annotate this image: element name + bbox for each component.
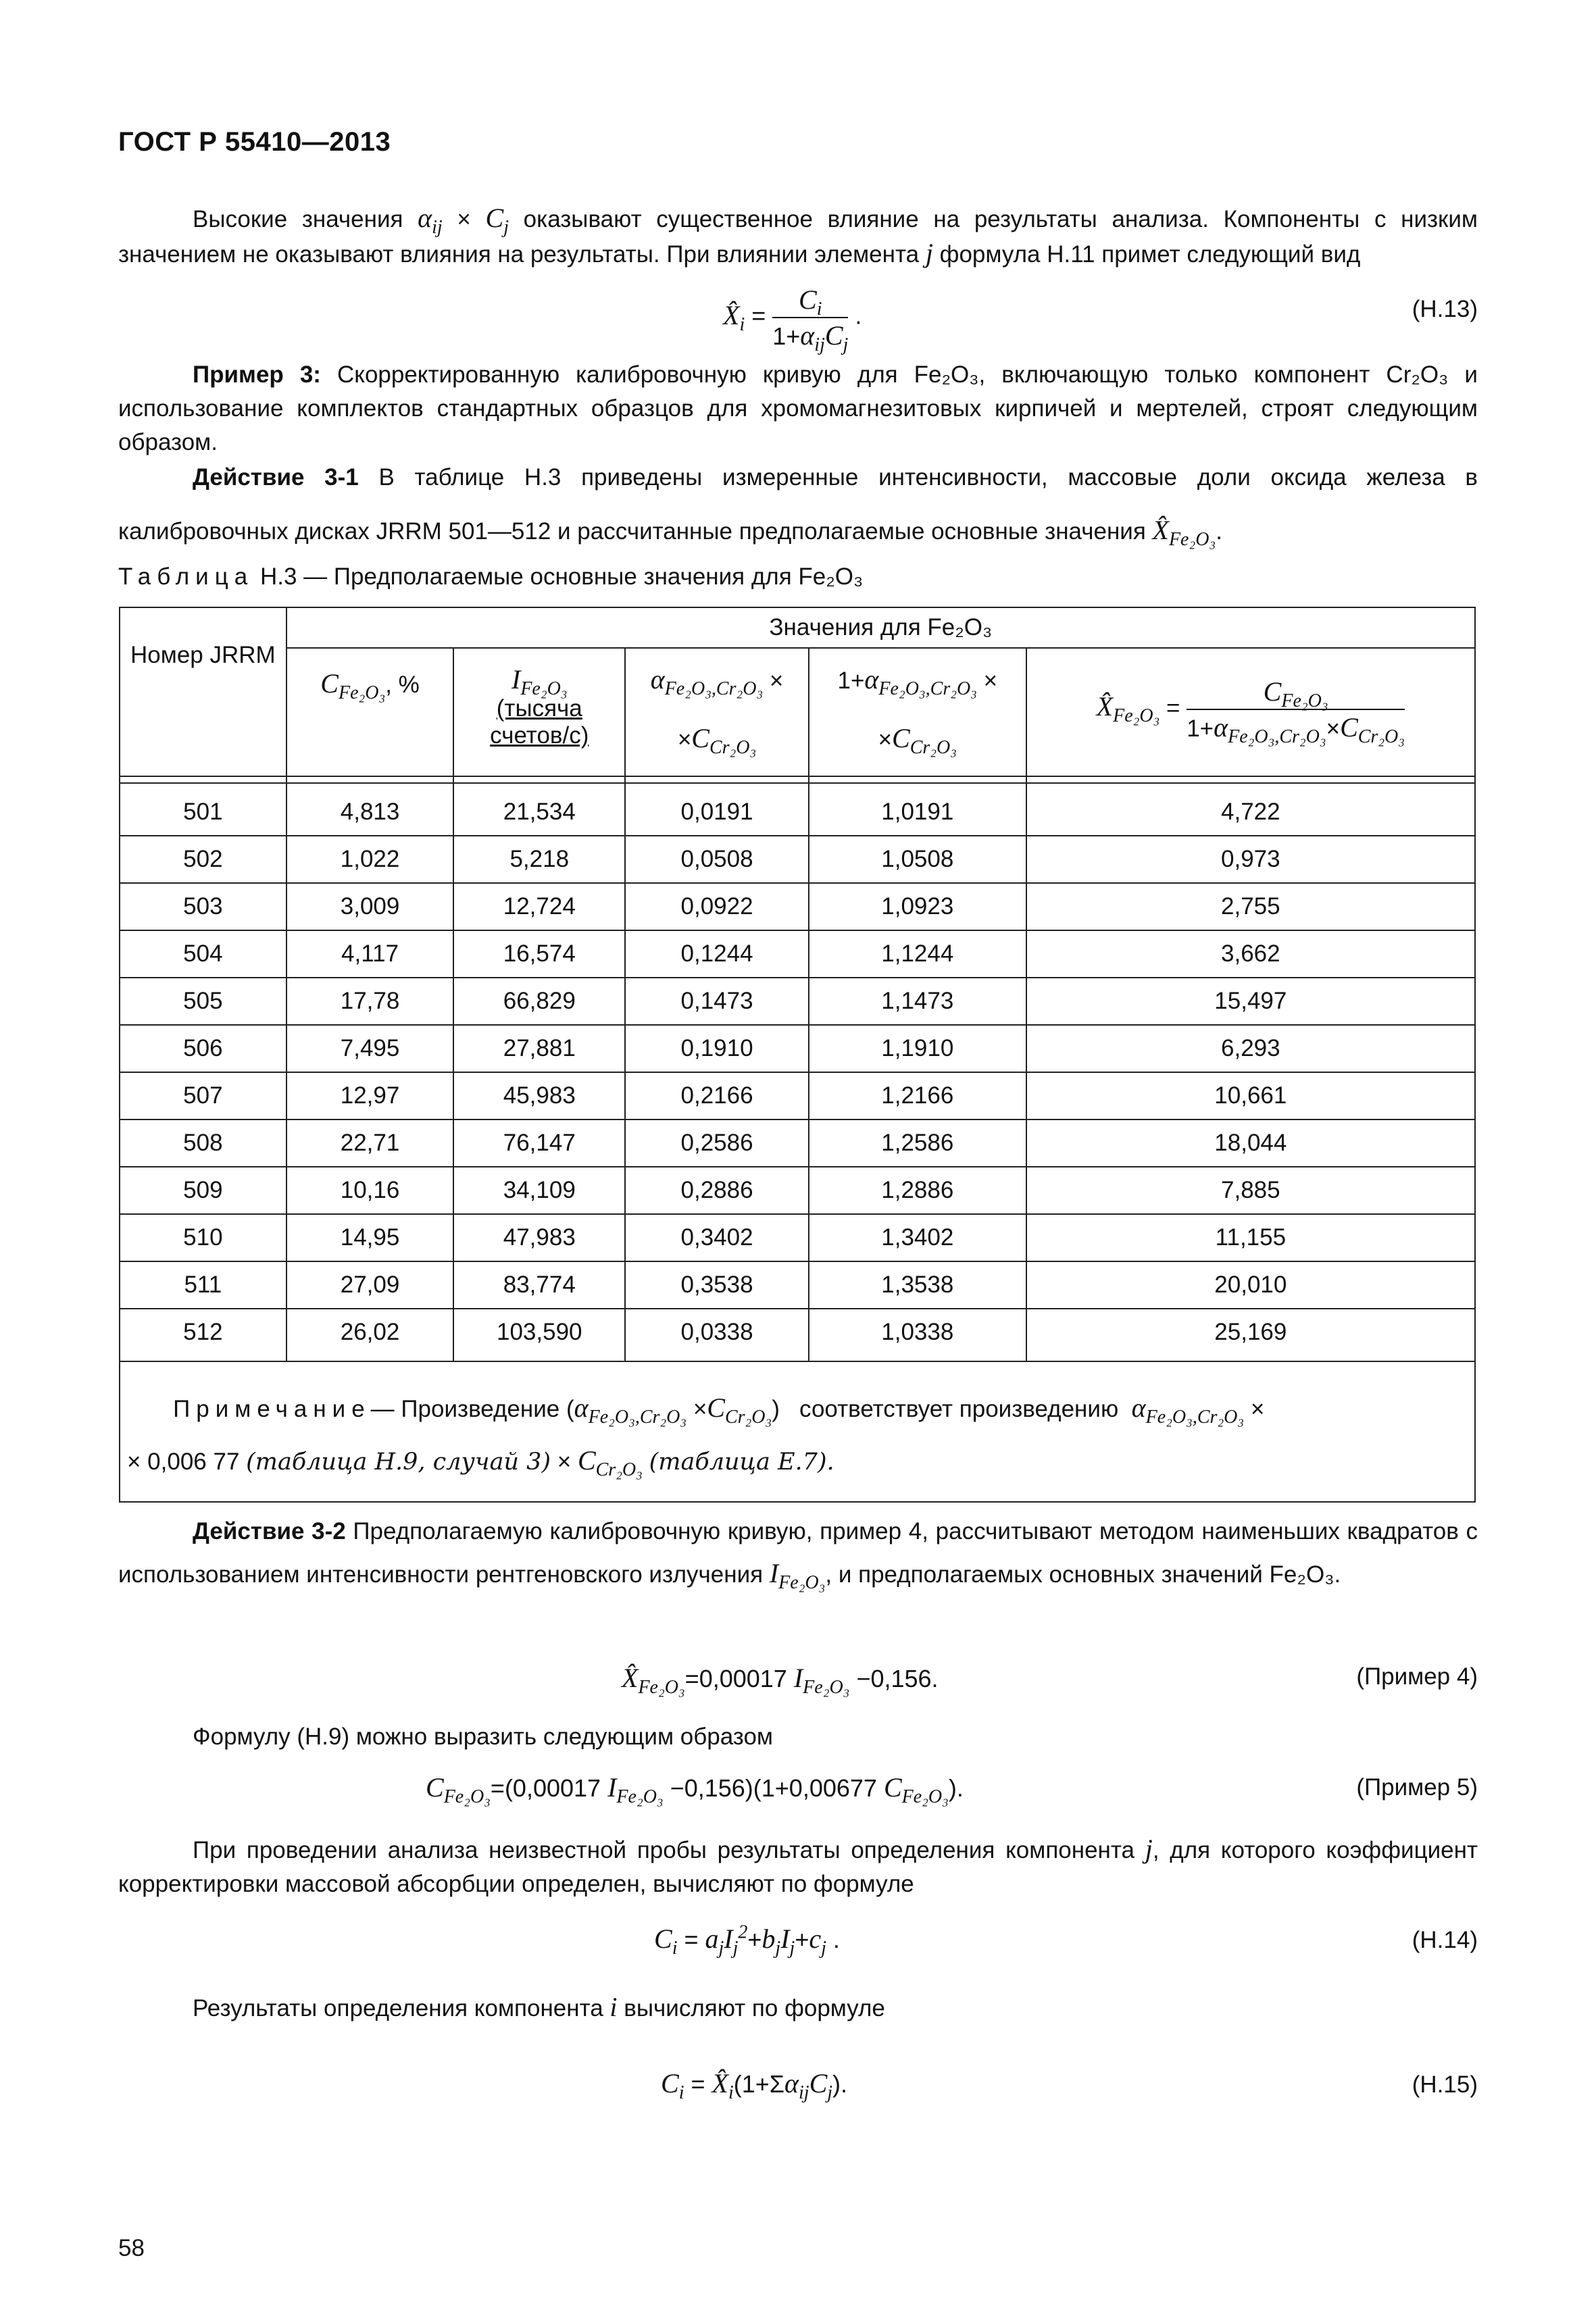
- cell-x-hat: 25,169: [1026, 1309, 1475, 1361]
- cell-c: 22,71: [286, 1120, 454, 1167]
- intro-text-a: Высокие значения: [193, 206, 403, 232]
- header-one-plus-alpha: $1+\alpha_{Fe_2O_3,Cr_2O_3}$ × $\times C_{Cr_2O_3}$: [809, 648, 1026, 776]
- header-c-fe2o3: $C_{Fe_2O_3}$, %: [286, 648, 454, 776]
- table-row: [120, 883, 1475, 930]
- table-row: [120, 1025, 1475, 1072]
- cell-c: 27,09: [286, 1261, 454, 1309]
- formula-example5-label: (Пример 5): [1356, 1774, 1478, 1801]
- cell-c: 1,022: [286, 836, 454, 883]
- cell-c: 4,813: [286, 783, 454, 836]
- cell-c: 3,009: [286, 883, 454, 930]
- cell-x-hat: 15,497: [1026, 978, 1475, 1025]
- ex5-a: =(0,00017: [490, 1774, 601, 1802]
- cell-jrrm: 504: [120, 930, 286, 978]
- cell-one-plus-alpha: 1,3402: [809, 1214, 1026, 1261]
- unknown-text-b: , для которого коэффициент корректировки массовой абсорбции определен, вычисляют по формуле: [118, 1837, 1478, 1897]
- cell-alpha: 0,0508: [625, 836, 809, 883]
- action32-paragraph: Действие 3-2 Предполагаемую калибровочную кривую, пример 4, рассчитывают методом наименьших квадратов с использованием интенсивности рентгеновского излучения $I_{Fe_2O_3}$, и предполагаемых основных значений Fe₂O₃.: [118, 1518, 1478, 1593]
- cell-i: 12,724: [453, 883, 625, 930]
- cell-alpha: 0,3402: [625, 1214, 809, 1261]
- cell-i: 5,218: [453, 836, 625, 883]
- table-caption: [118, 563, 863, 590]
- cell-alpha: 0,1910: [625, 1025, 809, 1072]
- cell-c: 10,16: [286, 1167, 454, 1214]
- cell-x-hat: 6,293: [1026, 1025, 1475, 1072]
- cell-i: 76,147: [453, 1120, 625, 1167]
- header-i-unit: (тысяча счетов/с): [490, 695, 589, 749]
- example3-paragraph: [118, 358, 1478, 459]
- example3-text: Скорректированную калибровочную кривую для Fe₂O₃, включающую только компонент Cr₂O₃ и использование комплектов стандартных образцов для хромомагнезитовых кирпичей и мертелей, строят следующим образом.: [118, 361, 1478, 455]
- formula-h13-label: (Н.13): [1412, 296, 1478, 322]
- table-row: [120, 1261, 1475, 1309]
- header-alpha-product: $\alpha_{Fe_2O_3,Cr_2O_3}$ × $\times C_{Cr_2O_3}$: [625, 648, 809, 776]
- table-row: [120, 1167, 1475, 1214]
- table-row: [120, 836, 1475, 883]
- note-label: Примечание: [173, 1396, 371, 1422]
- cell-i: 16,574: [453, 930, 625, 978]
- cell-one-plus-alpha: 1,0191: [809, 783, 1026, 836]
- cell-jrrm: 510: [120, 1214, 286, 1261]
- note-text-e: (таблица Е.7).: [649, 1449, 834, 1476]
- cell-i: 34,109: [453, 1167, 625, 1214]
- cell-x-hat: 20,010: [1026, 1261, 1475, 1309]
- intro-text-c: формула Н.11 примет следующий вид: [939, 241, 1361, 268]
- cell-jrrm: 508: [120, 1120, 286, 1167]
- formula-h14: $C_i = a_jI_j^2+b_jI_j+c_j$ .: [654, 1921, 840, 1959]
- cell-jrrm: 505: [120, 978, 286, 1025]
- page-number: 58: [118, 2235, 145, 2261]
- formula-h9-paragraph: Формулу (Н.9) можно выразить следующим образом: [193, 1724, 773, 1750]
- cell-one-plus-alpha: 1,2886: [809, 1167, 1026, 1214]
- cell-jrrm: 511: [120, 1261, 286, 1309]
- table-row: [120, 1309, 1475, 1361]
- table-row: [120, 1120, 1475, 1167]
- cell-x-hat: 10,661: [1026, 1072, 1475, 1120]
- cell-x-hat: 7,885: [1026, 1167, 1475, 1214]
- action31-text: В таблице Н.3 приведены измеренные интенсивности, массовые доли оксида железа в калибровочных дисках JRRM 501—512 и рассчитанные предполагаемые основные значения: [118, 464, 1478, 545]
- cell-jrrm: 502: [120, 836, 286, 883]
- cell-alpha: 0,1244: [625, 930, 809, 978]
- action31-paragraph: Действие 3-1 В таблице Н.3 приведены измеренные интенсивности, массовые доли оксида железа в калибровочных дисках JRRM 501—512 и рассчитанные предполагаемые основные значения $X̂_{Fe_2O_3}$.: [118, 464, 1478, 550]
- results-text-b: вычисляют по формуле: [624, 1995, 885, 2021]
- ex4-tail: −0,156.: [856, 1665, 939, 1692]
- table-row: [120, 1072, 1475, 1120]
- header-c-unit: , %: [385, 672, 420, 698]
- cell-jrrm: 503: [120, 883, 286, 930]
- cell-x-hat: 0,973: [1026, 836, 1475, 883]
- cell-i: 27,881: [453, 1025, 625, 1072]
- cell-i: 83,774: [453, 1261, 625, 1309]
- header-group-values: Значения для Fe₂O₃: [286, 607, 1475, 648]
- formula-example5: $C_{Fe_2O_3}=(0,00017$ $I_{Fe_2O_3} -0,156)(1+0,00677$ $C_{Fe_2O_3}$).: [426, 1772, 964, 1807]
- note-text-b: соответствует произведению: [799, 1396, 1119, 1422]
- ex5-c: ).: [948, 1774, 964, 1802]
- header-i-fe2o3: $I_{Fe_2O_3}$ (тысяча счетов/с): [453, 648, 625, 776]
- cell-i: 45,983: [453, 1072, 625, 1120]
- action32-text-b: , и предполагаемых основных значений Fe₂O₃.: [825, 1561, 1341, 1588]
- cell-jrrm: 509: [120, 1167, 286, 1214]
- formula-example4-label: (Пример 4): [1356, 1663, 1478, 1690]
- action32-text-a: Предполагаемую калибровочную кривую, пример 4, рассчитывают методом наименьших квадратов с использованием интенсивности рентгеновского излучения: [118, 1518, 1478, 1588]
- table-caption-label: Таблица: [118, 563, 254, 590]
- cell-c: 14,95: [286, 1214, 454, 1261]
- cell-jrrm: 507: [120, 1072, 286, 1120]
- table-note: Примечание— Произведение $(\alpha_{Fe_2O_3,Cr_2O_3} \times C_{Cr_2O_3})$ соответствует произведению $\alpha_{Fe_2O_3,Cr_2O_3}$ × × 0,006 77 (таблица Н.9, случай $3) \times C_{Cr_2O_3}$ (таблица Е.7).: [120, 1361, 1475, 1502]
- cell-c: 12,97: [286, 1072, 454, 1120]
- cell-one-plus-alpha: 1,0508: [809, 836, 1026, 883]
- cell-c: 17,78: [286, 978, 454, 1025]
- unknown-sample-paragraph: При проведении анализа неизвестной пробы результаты определения компонента j, для которого коэффициент корректировки массовой абсорбции определен, вычисляют по формуле: [118, 1834, 1478, 1897]
- cell-x-hat: 2,755: [1026, 883, 1475, 930]
- cell-c: 26,02: [286, 1309, 454, 1361]
- cell-alpha: 0,3538: [625, 1261, 809, 1309]
- formula-h13: $X̂_i$ = $\frac{C_i}{1+\alpha_{ij}C_j}$ .: [723, 284, 862, 355]
- cell-x-hat: 3,662: [1026, 930, 1475, 978]
- header-number-jrrm: Номер JRRM: [120, 607, 286, 776]
- cell-x-hat: 11,155: [1026, 1214, 1475, 1261]
- cell-c: 7,495: [286, 1025, 454, 1072]
- results-paragraph: Результаты определения компонента i вычисляют по формуле: [193, 1992, 885, 2022]
- cell-one-plus-alpha: 1,1910: [809, 1025, 1026, 1072]
- cell-i: 103,590: [453, 1309, 625, 1361]
- cell-jrrm: 512: [120, 1309, 286, 1361]
- cell-one-plus-alpha: 1,2586: [809, 1120, 1026, 1167]
- intro-text-b: оказывают существенное влияние на результаты анализа. Компоненты с низким значением не оказывают влияния на результаты. При влиянии элемента: [118, 206, 1478, 268]
- table-caption-text: Н.3 — Предполагаемые основные значения для Fe₂O₃: [259, 563, 864, 590]
- cell-one-plus-alpha: 1,2166: [809, 1072, 1026, 1120]
- results-text-a: Результаты определения компонента: [193, 1995, 603, 2021]
- action32-title: Действие 3-2: [193, 1518, 346, 1544]
- header-x-hat-formula: $X̂_{Fe_2O_3}$ = $\frac{C_{Fe_2O_3}}{1+\alpha_{Fe_2O_3,Cr_2O_3}\times C_{Cr_2O_3}}$: [1026, 648, 1475, 776]
- document-code: ГОСТ Р 55410—2013: [118, 127, 391, 157]
- cell-x-hat: 4,722: [1026, 783, 1475, 836]
- cell-alpha: 0,1473: [625, 978, 809, 1025]
- cell-jrrm: 506: [120, 1025, 286, 1072]
- intro-paragraph: Высокие значения $\alpha_{ij} \times C_j$ оказывают существенное влияние на результаты анализа. Компоненты с низким значением не оказывают влияния на результаты. При влиянии элемента j формула Н.11 примет следующий вид: [118, 203, 1478, 268]
- cell-jrrm: 501: [120, 783, 286, 836]
- cell-alpha: 0,2886: [625, 1167, 809, 1214]
- cell-alpha: 0,0338: [625, 1309, 809, 1361]
- unknown-text-a: При проведении анализа неизвестной пробы результаты определения компонента: [193, 1837, 1134, 1863]
- action31-title: Действие 3-1: [193, 464, 359, 491]
- cell-alpha: 0,2586: [625, 1120, 809, 1167]
- cell-c: 4,117: [286, 930, 454, 978]
- cell-one-plus-alpha: 1,1473: [809, 978, 1026, 1025]
- formula-h15-label: (Н.15): [1412, 2071, 1478, 2098]
- cell-alpha: 0,0922: [625, 883, 809, 930]
- note-text-a: — Произведение: [370, 1396, 560, 1422]
- ex5-b: −0,156)(1+0,00677: [670, 1774, 877, 1802]
- formula-h15: $C_i$ = $X̂_i(1+\Sigma\alpha_{ij}C_j)$.: [661, 2068, 848, 2103]
- cell-i: 21,534: [453, 783, 625, 836]
- table-row: [120, 1214, 1475, 1261]
- cell-one-plus-alpha: 1,3538: [809, 1261, 1026, 1309]
- ex4-rhs: =0,00017: [684, 1665, 787, 1692]
- cell-one-plus-alpha: 1,1244: [809, 930, 1026, 978]
- formula-example4: $X̂_{Fe_2O_3}=0,00017$ $I_{Fe_2O_3} -0,156$.: [622, 1663, 939, 1698]
- cell-alpha: 0,2166: [625, 1072, 809, 1120]
- cell-one-plus-alpha: 1,0923: [809, 883, 1026, 930]
- note-text-c: × 0,006 77: [127, 1449, 240, 1475]
- table-h3: [119, 607, 1476, 1503]
- table-row: [120, 930, 1475, 978]
- cell-x-hat: 18,044: [1026, 1120, 1475, 1167]
- note-text-d: (таблица Н.9, случай 3): [246, 1449, 551, 1476]
- cell-alpha: 0,0191: [625, 783, 809, 836]
- cell-i: 47,983: [453, 1214, 625, 1261]
- example3-title: Пример 3:: [193, 361, 321, 388]
- cell-one-plus-alpha: 1,0338: [809, 1309, 1026, 1361]
- cell-i: 66,829: [453, 978, 625, 1025]
- table-row: [120, 978, 1475, 1025]
- formula-h14-label: (Н.14): [1412, 1927, 1478, 1953]
- table-row: [120, 783, 1475, 836]
